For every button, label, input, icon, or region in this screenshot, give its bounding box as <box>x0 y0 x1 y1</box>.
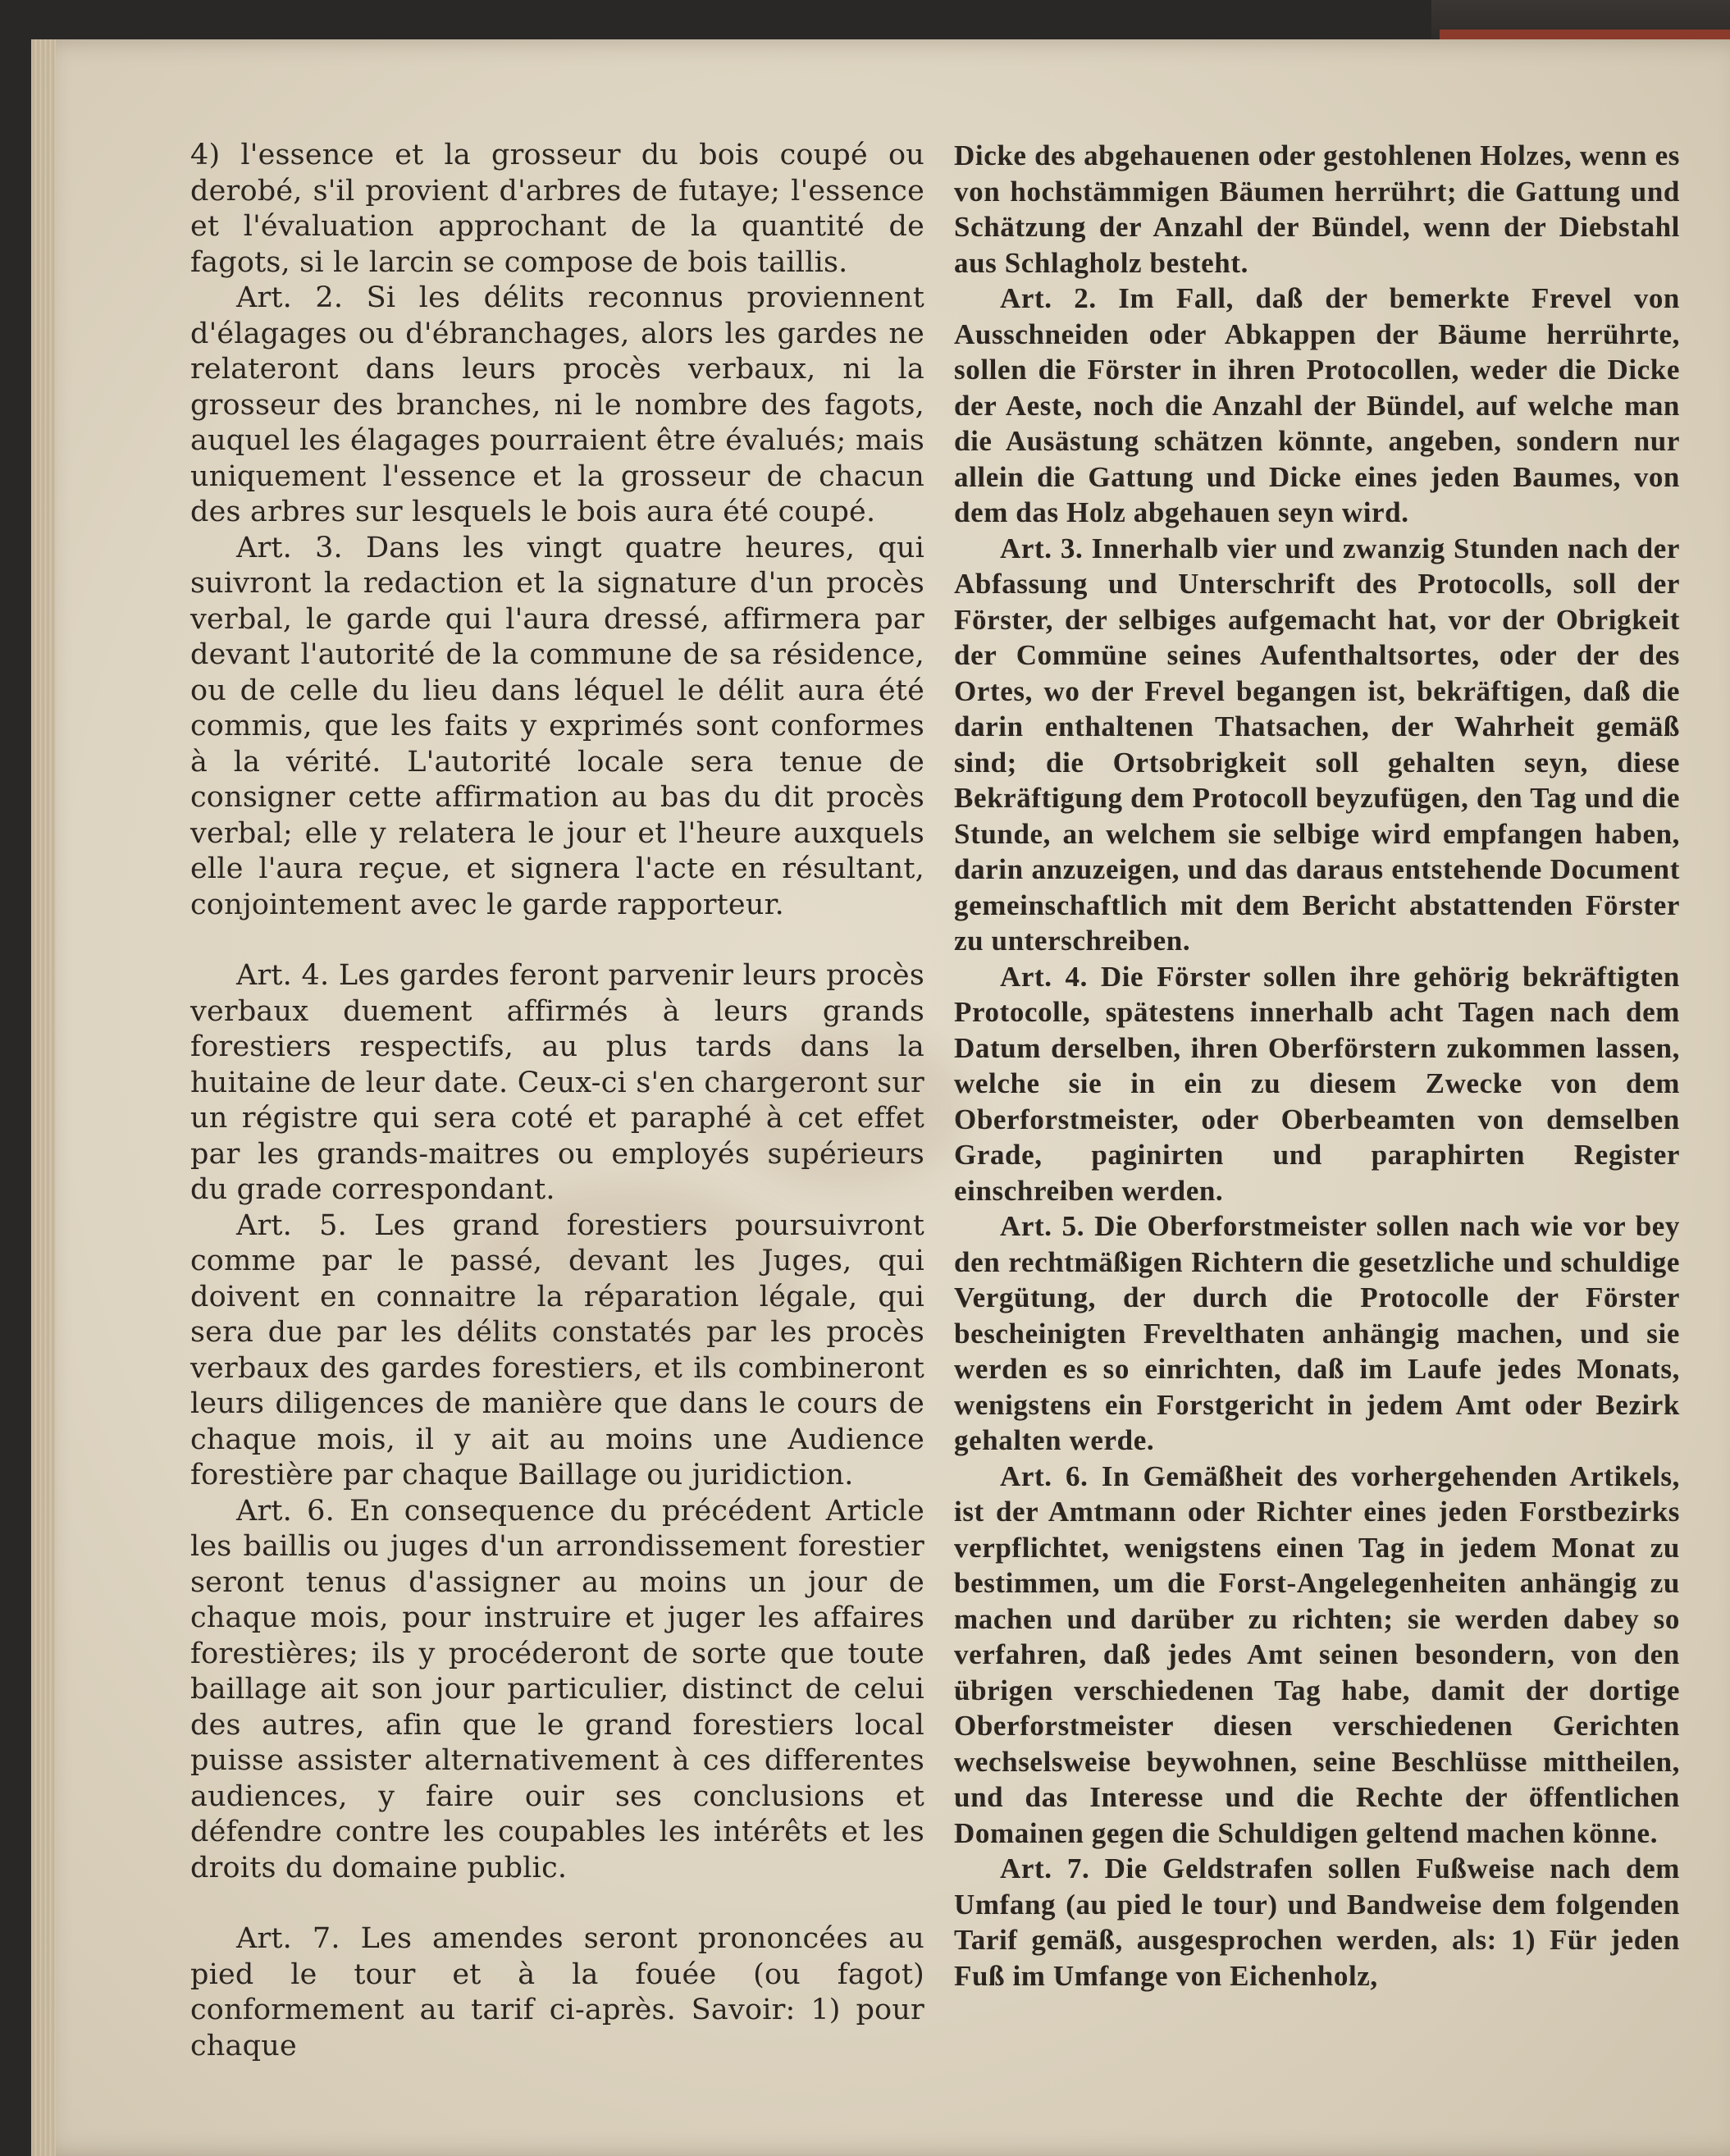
german-paragraph: Dicke des abgehauenen oder gestohlenen Holzes, wenn es von hochstämmigen Bäumen herrührt; die Gattung und Schätzung der Anzahl der Bündel, wenn der Diebstahl aus Schlagholz besteht. <box>954 139 1680 279</box>
french-column <box>190 138 924 2064</box>
french-paragraph: Art. 4. Les gardes feront parvenir leurs procès verbaux duement affirmés à leurs grands forestiers respectifs, au plus tards dans la huitaine de leur date. Ceux-ci s'en chargeront sur un régistre qui sera coté et paraphé à cet effet par les grands-maitres ou employés supérieurs du grade correspondant. <box>190 959 924 1206</box>
french-paragraph: Art. 6. En consequence du précédent Article les baillis ou juges d'un arrondissement forestier seront tenus d'assigner au moins un jour de chaque mois, pour instruire et juger les affaires forestières; ils y procéderont de sorte que toute baillage ait son jour particulier, distinct de celui des autres, afin que le grand forestiers local puisse assister alternativement à ces differentes audiences, y faire ouir ses conclusions et défendre contre les coupables les intérêts et les droits du domaine public. <box>190 1494 924 1884</box>
german-column <box>954 138 1680 1994</box>
german-paragraph: Art. 2. Im Fall, daß der bemerkte Frevel von Ausschneiden oder Abkappen der Bäume herrührte, sollen die Förster in ihren Protocollen, weder die Dicke der Aeste, noch die Anzahl der Bündel, auf welche man die Ausästung schätzen könnte, angeben, sondern nur allein die Gattung und Dicke eines jeden Baumes, von dem das Holz abgehauen seyn wird. <box>954 282 1680 528</box>
german-paragraph: Art. 6. In Gemäßheit des vorhergehenden Artikels, ist der Amtmann oder Richter eines jeden Forstbezirks verpflichtet, wenigstens einen Tag in jedem Monat zu bestimmen, um die Forst-Angelegenheiten anhängig zu machen und darüber zu richten; sie werden dabey so verfahren, daß jedes Amt seinen besondern, von den übrigen verschiedenen Tag habe, damit der dortige Oberforstmeister diesen verschiedenen Gerichten wechselsweise beywohnen, seine Beschlüsse mittheilen, und das Interesse und die Rechte der öffentlichen Domainen gegen die Schuldigen geltend machen könne. <box>954 1459 1680 1849</box>
german-paragraph: Art. 7. Die Geldstrafen sollen Fußweise nach dem Umfang (au pied le tour) und Bandweise dem folgenden Tarif gemäß, ausgesprochen werden, als: 1) Für jeden Fuß im Umfange von Eichenholz, <box>954 1852 1680 1992</box>
german-paragraph: Art. 5. Die Oberforstmeister sollen nach wie vor bey den rechtmäßigen Richtern die gesetzliche und schuldige Vergütung, der durch die Protocolle der Förster bescheinigten Frevelthaten anhängig machen, und sie werden es so einrichten, daß im Laufe jedes Monats, wenigstens ein Forstgericht in jedem Amt oder Bezirk gehalten werde. <box>954 1210 1680 1456</box>
french-paragraph: Art. 7. Les amendes seront prononcées au pied le tour et à la fouée (ou fagot) conformement au tarif ci-après. Savoir: 1) pour chaque <box>190 1922 924 2062</box>
paragraph-gap <box>190 1886 924 1921</box>
french-paragraph: Art. 5. Les grand forestiers poursuivront comme par le passé, devant les Juges, qui doivent en connaitre la réparation légale, qui sera due par les délits constatés par les procès verbaux des gardes forestiers, et ils combineront leurs diligences de manière que dans le cours de chaque mois, il y ait au moins une Audience forestière par chaque Baillage ou juridiction. <box>190 1208 924 1491</box>
french-paragraph: Art. 2. Si les délits reconnus proviennent d'élagages ou d'ébranchages, alors les gardes ne relateront dans leurs procès verbaux, ni la grosseur des branches, ni le nombre des fagots, auquel les élagages pourraient être évalués; mais uniquement l'essence et la grosseur de chacun des arbres sur lesquels le bois aura été coupé. <box>190 281 924 528</box>
german-paragraph: Art. 4. Die Förster sollen ihre gehörig bekräftigten Protocolle, spätestens innerhalb acht Tagen nach dem Datum derselben, ihren Oberförstern zukommen lassen, welche sie in ein zu diesem Zwecke von dem Oberforstmeister, oder Oberbeamten von demselben Grade, paginirten und paraphirten Register einschreiben werden. <box>954 960 1680 1207</box>
german-paragraph: Art. 3. Innerhalb vier und zwanzig Stunden nach der Abfassung und Unterschrift des Protocolls, soll der Förster, der selbiges aufgemacht hat, vor der Obrigkeit der Commüne seines Aufenthaltsortes, oder der des Ortes, wo der Frevel begangen ist, bekräftigen, daß die darin enthaltenen Thatsachen, der Wahrheit gemäß sind; die Ortsobrigkeit soll gehalten seyn, diese Bekräftigung dem Protocoll beyzufügen, den Tag und die Stunde, an welchem sie selbige wird empfangen haben, darin anzuzeigen, und das daraus entstehende Document gemeinschaftlich mit dem Bericht abstattenden Förster zu unterschreiben. <box>954 532 1680 957</box>
french-paragraph: Art. 3. Dans les vingt quatre heures, qui suivront la redaction et la signature d'un procès verbal, le garde qui l'aura dressé, affirmera par devant l'autorité de la commune de sa résidence, ou de celle du lieu dans léquel le délit aura été commis, que les faits y exprimés sont conformes à la vérité. L'autorité locale sera tenue de consigner cette affirmation au bas du dit procès verbal; elle y relatera le jour et l'heure auxquels elle l'aura reçue, et signera l'acte en résultant, conjointement avec le garde rapporteur. <box>190 531 924 921</box>
paragraph-gap <box>190 923 924 958</box>
french-paragraph: 4) l'essence et la grosseur du bois coupé ou derobé, s'il provient d'arbres de futaye; l'essence et l'évaluation approchant de la quantité de fagots, si le larcin se compose de bois taillis. <box>190 139 924 279</box>
page-stack-edge <box>31 39 56 2156</box>
